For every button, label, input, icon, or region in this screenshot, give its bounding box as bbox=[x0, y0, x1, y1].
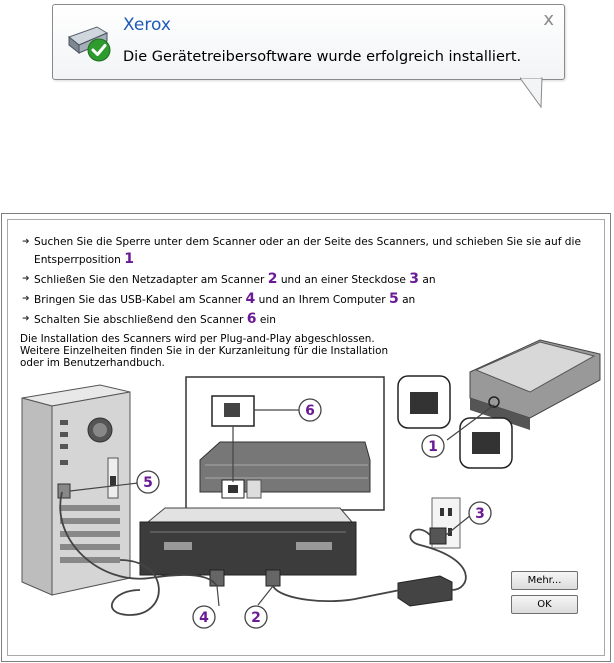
scanner-illustration bbox=[140, 508, 356, 586]
callout-6 bbox=[299, 399, 321, 421]
power-adapter-illustration bbox=[398, 498, 460, 606]
callout-4 bbox=[193, 606, 215, 628]
step-text: und an einer Steckdose bbox=[277, 274, 410, 286]
arrow-bullet-icon: ➜ bbox=[22, 237, 30, 247]
info-line: oder im Benutzerhandbuch. bbox=[20, 357, 165, 369]
step-number: 3 bbox=[409, 271, 420, 287]
step-number: 6 bbox=[246, 311, 257, 327]
ok-button[interactable]: OK bbox=[511, 595, 578, 614]
step-number: 1 bbox=[124, 251, 134, 267]
step-text: und an Ihrem Computer bbox=[255, 294, 389, 306]
svg-text:3: 3 bbox=[475, 506, 485, 522]
step-number: 4 bbox=[245, 291, 256, 307]
info-line: Die Installation des Scanners wird per Plug-and-Play abgeschlossen. bbox=[20, 333, 375, 345]
arrow-bullet-icon: ➜ bbox=[22, 274, 30, 284]
svg-text:4: 4 bbox=[199, 610, 209, 626]
step-text: ein bbox=[256, 314, 277, 326]
svg-text:1: 1 bbox=[428, 439, 438, 455]
more-button[interactable]: Mehr... bbox=[511, 571, 578, 590]
step-text: Schalten Sie abschließend den Scanner bbox=[34, 314, 247, 326]
notification-message: Die Gerätetreibersoftware wurde erfolgreich installiert. bbox=[123, 49, 522, 65]
svg-text:2: 2 bbox=[251, 610, 261, 626]
close-icon[interactable]: x bbox=[543, 9, 554, 30]
step-text: Bringen Sie das USB-Kabel am Scanner bbox=[34, 294, 246, 306]
callout-3 bbox=[469, 502, 491, 524]
step-text: an bbox=[419, 274, 436, 286]
callout-2 bbox=[245, 606, 267, 628]
step-text: Suchen Sie die Sperre unter dem Scanner oder an der Seite des Scanners, und schieben Sie sie auf die Entsperrposition bbox=[34, 236, 581, 266]
notification-title: Xerox bbox=[123, 15, 171, 35]
svg-text:6: 6 bbox=[305, 403, 315, 419]
arrow-bullet-icon: ➜ bbox=[22, 314, 30, 324]
step-number: 2 bbox=[267, 271, 278, 287]
step-text: Schließen Sie den Netzadapter am Scanner bbox=[34, 274, 268, 286]
callout-1 bbox=[422, 435, 444, 457]
callout-5 bbox=[137, 471, 159, 493]
arrow-bullet-icon: ➜ bbox=[22, 294, 30, 304]
power-switch-inset bbox=[186, 377, 384, 510]
info-line: Weitere Einzelheiten finden Sie in der Kurzanleitung für die Installation bbox=[20, 345, 389, 357]
step-number: 5 bbox=[388, 291, 399, 307]
step-text: an bbox=[398, 294, 416, 306]
svg-text:5: 5 bbox=[143, 475, 153, 491]
